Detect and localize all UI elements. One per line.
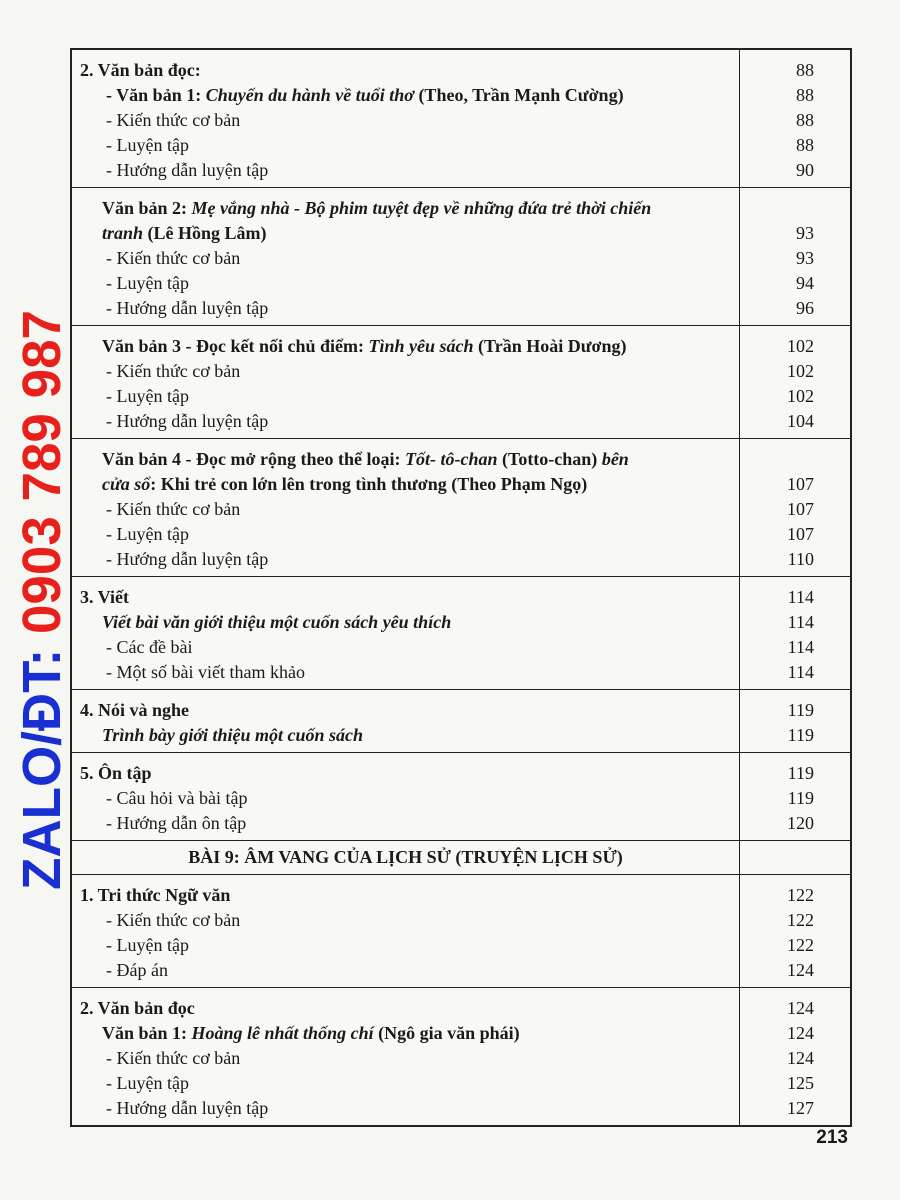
toc-entry-text: 2. Văn bản đọc (80, 998, 195, 1018)
toc-page-number: 102 (787, 336, 814, 356)
toc-entry[interactable] (80, 811, 731, 836)
toc-page-number: 88 (796, 135, 814, 155)
toc-page-number: 110 (787, 549, 814, 569)
toc-entry-text: - Kiến thức cơ bản (106, 1048, 241, 1068)
toc-page-number (740, 447, 850, 472)
toc-entry[interactable] (80, 547, 731, 572)
toc-entry-text: 4. Nói và nghe (80, 700, 190, 720)
toc-section-pages (740, 188, 850, 325)
toc-entry-text: Chuyến du hành về tuổi thơ (205, 85, 414, 105)
toc-section (72, 753, 850, 841)
toc-section-entries (72, 50, 740, 187)
toc-page-number: 119 (787, 788, 814, 808)
toc-entry-text: Văn bản 1: (102, 1023, 192, 1043)
toc-entry-text: bên (601, 449, 629, 469)
toc-entry-text: - Luyện tập (106, 935, 189, 955)
toc-entry-text: (Theo, Trần Mạnh Cường) (413, 85, 624, 105)
svg-text:ZALO/ĐT: 0903 789 987 (12, 303, 72, 890)
toc-entry[interactable] (80, 196, 731, 221)
toc-section-pages (740, 690, 850, 752)
toc-page-number: 90 (796, 160, 814, 180)
toc-section-pages (740, 577, 850, 689)
toc-page-number: 114 (787, 662, 814, 682)
toc-entry-text: Tốt- tô-chan (404, 449, 498, 469)
toc-page-number: 114 (787, 637, 814, 657)
toc-entry-text: - Hướng dẫn luyện tập (106, 1098, 269, 1118)
toc-entry-text: Hoàng lê nhất thống chí (191, 1023, 374, 1043)
watermark-phone: 0903 789 987 (12, 303, 72, 649)
toc-entry-text: - Hướng dẫn ôn tập (106, 813, 247, 833)
toc-section-pages (740, 875, 850, 987)
toc-page-number: 102 (787, 386, 814, 406)
toc-entry-text: - Văn bản 1: (106, 85, 206, 105)
toc-page-number: 122 (787, 885, 814, 905)
toc-entry-text: - Luyện tập (106, 273, 189, 293)
toc-entry-text: Văn bản 2: (102, 198, 192, 218)
toc-section (72, 988, 850, 1125)
toc-page-number: 107 (787, 524, 814, 544)
toc-page-number: 88 (796, 110, 814, 130)
toc-entry-text: cửa sổ (102, 474, 151, 494)
toc-entry[interactable] (80, 359, 731, 384)
toc-page-number: 120 (787, 813, 814, 833)
toc-entry[interactable] (80, 1071, 731, 1096)
toc-entry[interactable] (80, 296, 731, 321)
toc-page-number: 124 (787, 960, 814, 980)
toc-page-number: 96 (796, 298, 814, 318)
toc-entry-text: Trình bày giới thiệu một cuốn sách (102, 725, 364, 745)
toc-entry[interactable] (80, 908, 731, 933)
toc-entry-text: (Totto-chan) (497, 449, 602, 469)
toc-section-pages (740, 50, 850, 187)
toc-entry[interactable] (80, 723, 731, 748)
watermark-zalo: ZALO/ĐT: (12, 644, 72, 890)
toc-entry[interactable] (80, 108, 731, 133)
watermark-svg (4, 300, 80, 900)
toc-entry[interactable] (80, 1046, 731, 1071)
toc-section-entries (72, 753, 740, 840)
toc-entry-text: (Ngô gia văn phái) (373, 1023, 520, 1043)
toc-section-pages (740, 753, 850, 840)
toc-page-number: 114 (787, 612, 814, 632)
toc-section-entries (72, 875, 740, 987)
table-of-contents (70, 48, 852, 1127)
toc-page-number: 122 (787, 935, 814, 955)
toc-entry[interactable] (80, 786, 731, 811)
toc-page-number: 125 (787, 1073, 814, 1093)
toc-entry-text: - Hướng dẫn luyện tập (106, 160, 269, 180)
toc-entry-text: tranh (102, 223, 144, 243)
toc-page-number: 124 (787, 1023, 814, 1043)
toc-page-number: 124 (787, 1048, 814, 1068)
toc-section-entries (72, 577, 740, 689)
toc-entry[interactable] (80, 221, 731, 246)
toc-section-entries (72, 188, 740, 325)
toc-entry-text: (Trần Hoài Dương) (473, 336, 627, 356)
toc-section (72, 690, 850, 753)
toc-entry[interactable] (80, 522, 731, 547)
toc-entry[interactable] (80, 58, 731, 83)
toc-entry-text: : Khi trẻ con lớn lên trong tình thương (Theo Phạm Ngọ) (150, 474, 588, 494)
toc-entry-text: - Hướng dẫn luyện tập (106, 298, 269, 318)
toc-entry[interactable] (80, 585, 731, 610)
toc-page-number: 119 (787, 700, 814, 720)
toc-entry-text: Viết bài văn giới thiệu một cuốn sách yêu thích (102, 612, 452, 632)
toc-entry-text: (Lê Hồng Lâm) (143, 223, 267, 243)
toc-entry[interactable] (80, 761, 731, 786)
toc-entry-text: - Kiến thức cơ bản (106, 110, 241, 130)
toc-entry-text: 1. Tri thức Ngữ văn (80, 885, 231, 905)
toc-page-number (740, 196, 850, 221)
toc-entry-text: - Hướng dẫn luyện tập (106, 549, 269, 569)
toc-entry[interactable] (80, 698, 731, 723)
toc-entry-text: - Các đề bài (106, 637, 193, 657)
toc-entry-text: Văn bản 4 - Đọc mở rộng theo thể loại: (102, 449, 405, 469)
toc-page-number: 107 (787, 499, 814, 519)
toc-entry-text: - Câu hỏi và bài tập (106, 788, 248, 808)
toc-page-number: 93 (796, 223, 814, 243)
lesson-heading-row (72, 841, 850, 875)
watermark (4, 300, 80, 900)
toc-entry-text: - Kiến thức cơ bản (106, 910, 241, 930)
toc-section (72, 188, 850, 326)
toc-section (72, 875, 850, 988)
toc-entry[interactable] (80, 158, 731, 183)
toc-entry-text: Tình yêu sách (368, 336, 474, 356)
toc-page-number: 124 (787, 998, 814, 1018)
toc-section (72, 577, 850, 690)
toc-page-number: 93 (796, 248, 814, 268)
toc-entry[interactable] (80, 334, 731, 359)
toc-entry-text: - Kiến thức cơ bản (106, 361, 241, 381)
toc-entry[interactable] (80, 133, 731, 158)
toc-entry-text: - Luyện tập (106, 135, 189, 155)
toc-entry[interactable] (80, 660, 731, 685)
toc-entry[interactable] (80, 497, 731, 522)
toc-page-number: 102 (787, 361, 814, 381)
toc-entry[interactable] (80, 933, 731, 958)
toc-entry[interactable] (80, 635, 731, 660)
toc-page-number: 119 (787, 763, 814, 783)
toc-entry-text: 3. Viết (80, 587, 129, 607)
toc-section-pages (740, 439, 850, 576)
toc-page-number: 104 (787, 411, 814, 431)
toc-page-number: 127 (787, 1098, 814, 1118)
toc-entry[interactable] (80, 246, 731, 271)
toc-entry[interactable] (80, 1021, 731, 1046)
toc-entry-text: - Đáp án (106, 960, 168, 980)
toc-entry[interactable] (80, 384, 731, 409)
page-number: 213 (816, 1127, 848, 1148)
toc-entry[interactable] (80, 83, 731, 108)
toc-entry[interactable] (80, 1096, 731, 1121)
toc-entry-text: - Kiến thức cơ bản (106, 499, 241, 519)
toc-entry-text: 2. Văn bản đọc: (80, 60, 201, 80)
toc-page-number: 88 (796, 60, 814, 80)
toc-entry-text: - Luyện tập (106, 524, 189, 544)
toc-entry-text: 5. Ôn tập (80, 763, 152, 783)
toc-section-entries (72, 439, 740, 576)
toc-entry-text: - Hướng dẫn luyện tập (106, 411, 269, 431)
toc-entry[interactable] (80, 610, 731, 635)
toc-entry-text: - Luyện tập (106, 1073, 189, 1093)
toc-entry-text: - Luyện tập (106, 386, 189, 406)
toc-section (72, 50, 850, 188)
toc-section (72, 326, 850, 439)
toc-entry[interactable] (80, 958, 731, 983)
toc-section (72, 439, 850, 577)
lesson-title-pages (740, 841, 850, 874)
toc-page-number: 107 (787, 474, 814, 494)
toc-section-entries (72, 690, 740, 752)
toc-page-number: 94 (796, 273, 814, 293)
toc-section-entries (72, 988, 740, 1125)
toc-entry[interactable] (80, 883, 731, 908)
toc-page-number: 114 (787, 587, 814, 607)
toc-entry[interactable] (80, 271, 731, 296)
toc-entry[interactable] (80, 409, 731, 434)
toc-entry-text: - Một số bài viết tham khảo (106, 662, 305, 682)
toc-page-number: 119 (787, 725, 814, 745)
toc-entry-text: Mẹ vắng nhà - Bộ phim tuyệt đẹp về những đứa trẻ thời chiến (191, 198, 652, 218)
lesson-title: BÀI 9: ÂM VANG CỦA LỊCH SỬ (TRUYỆN LỊCH SỬ) (72, 841, 740, 874)
toc-page-number: 88 (796, 85, 814, 105)
toc-entry-text: Văn bản 3 - Đọc kết nối chủ điểm: (102, 336, 369, 356)
toc-entry-text: - Kiến thức cơ bản (106, 248, 241, 268)
toc-entry[interactable] (80, 472, 731, 497)
toc-section-entries (72, 326, 740, 438)
toc-section-pages (740, 326, 850, 438)
toc-entry[interactable] (80, 996, 731, 1021)
toc-section-pages (740, 988, 850, 1125)
toc-page-number: 122 (787, 910, 814, 930)
toc-entry[interactable] (80, 447, 731, 472)
watermark-text (12, 303, 72, 890)
